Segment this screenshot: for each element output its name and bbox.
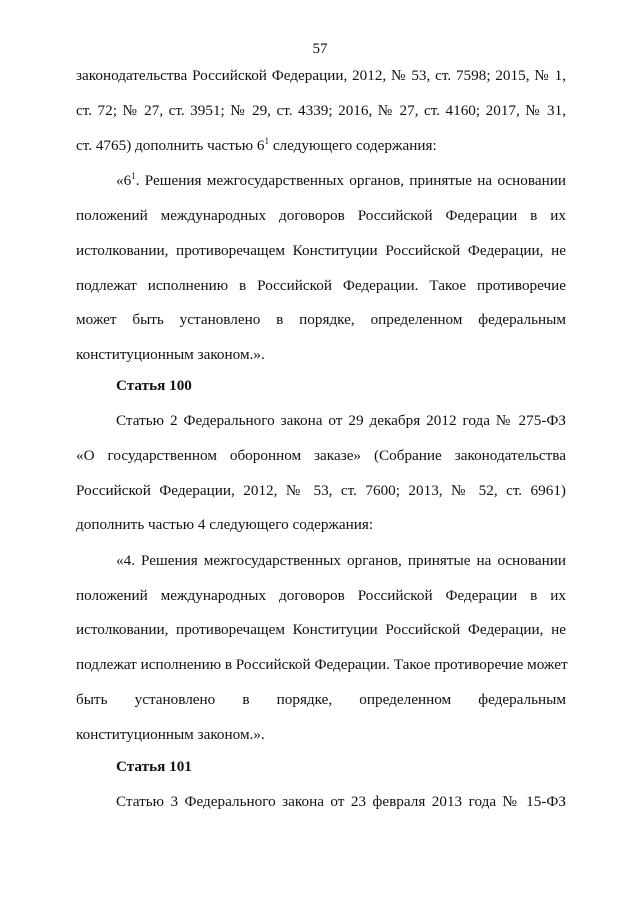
quote-line: истолковании, противоречащем Конституции Российской Федерации, не	[76, 621, 566, 638]
quote-line: конституционным законом.».	[76, 726, 265, 743]
text-run: следующего содержания:	[269, 137, 437, 154]
text-run: «6	[116, 172, 132, 189]
quote-line: положений международных договоров Российской Федерации в их	[76, 587, 566, 604]
paragraph-line: ст. 72; № 27, ст. 3951; № 29, ст. 4339; 2016, № 27, ст. 4160; 2017, № 31,	[76, 102, 566, 119]
quote-line: «4. Решения межгосударственных органов, принятые на основании	[116, 552, 566, 569]
paragraph-line: Статью 3 Федерального закона от 23 февраля 2013 года № 15-ФЗ	[116, 793, 566, 810]
paragraph-line: Статью 2 Федерального закона от 29 декабря 2012 года № 275-ФЗ	[116, 412, 566, 429]
paragraph-line	[76, 136, 566, 156]
paragraph-line: «О государственном оборонном заказе» (Собрание законодательства	[76, 447, 566, 464]
quote-line: подлежат исполнению в Российской Федерации. Такое противоречие	[76, 277, 566, 294]
paragraph-line: дополнить частью 4 следующего содержания:	[76, 516, 374, 533]
quote-line: подлежат исполнению в Российской Федерации. Такое противоречие может	[76, 656, 568, 673]
quote-line: быть установлено в порядке, определенном федеральным	[76, 691, 566, 708]
quote-line: конституционным законом.».	[76, 346, 265, 363]
paragraph-line: Российской Федерации, 2012, № 53, ст. 7600; 2013, № 52, ст. 6961)	[76, 482, 566, 499]
text-run: . Решения межгосударственных органов, принятые на основании	[135, 172, 566, 189]
paragraph-line: законодательства Российской Федерации, 2012, № 53, ст. 7598; 2015, № 1,	[76, 67, 566, 84]
superscript: 1	[131, 171, 136, 181]
quote-line: положений международных договоров Российской Федерации в их	[76, 207, 566, 224]
quote-line: может быть установлено в порядке, определенном федеральным	[76, 311, 566, 328]
article-heading: Статья 101	[116, 758, 192, 775]
page-number: 57	[312, 41, 328, 57]
quote-line: истолковании, противоречащем Конституции Российской Федерации, не	[76, 242, 566, 259]
text-run: ст. 4765) дополнить частью 6	[76, 137, 265, 154]
superscript: 1	[264, 136, 270, 146]
quote-line	[116, 171, 566, 191]
article-heading: Статья 100	[116, 377, 192, 394]
